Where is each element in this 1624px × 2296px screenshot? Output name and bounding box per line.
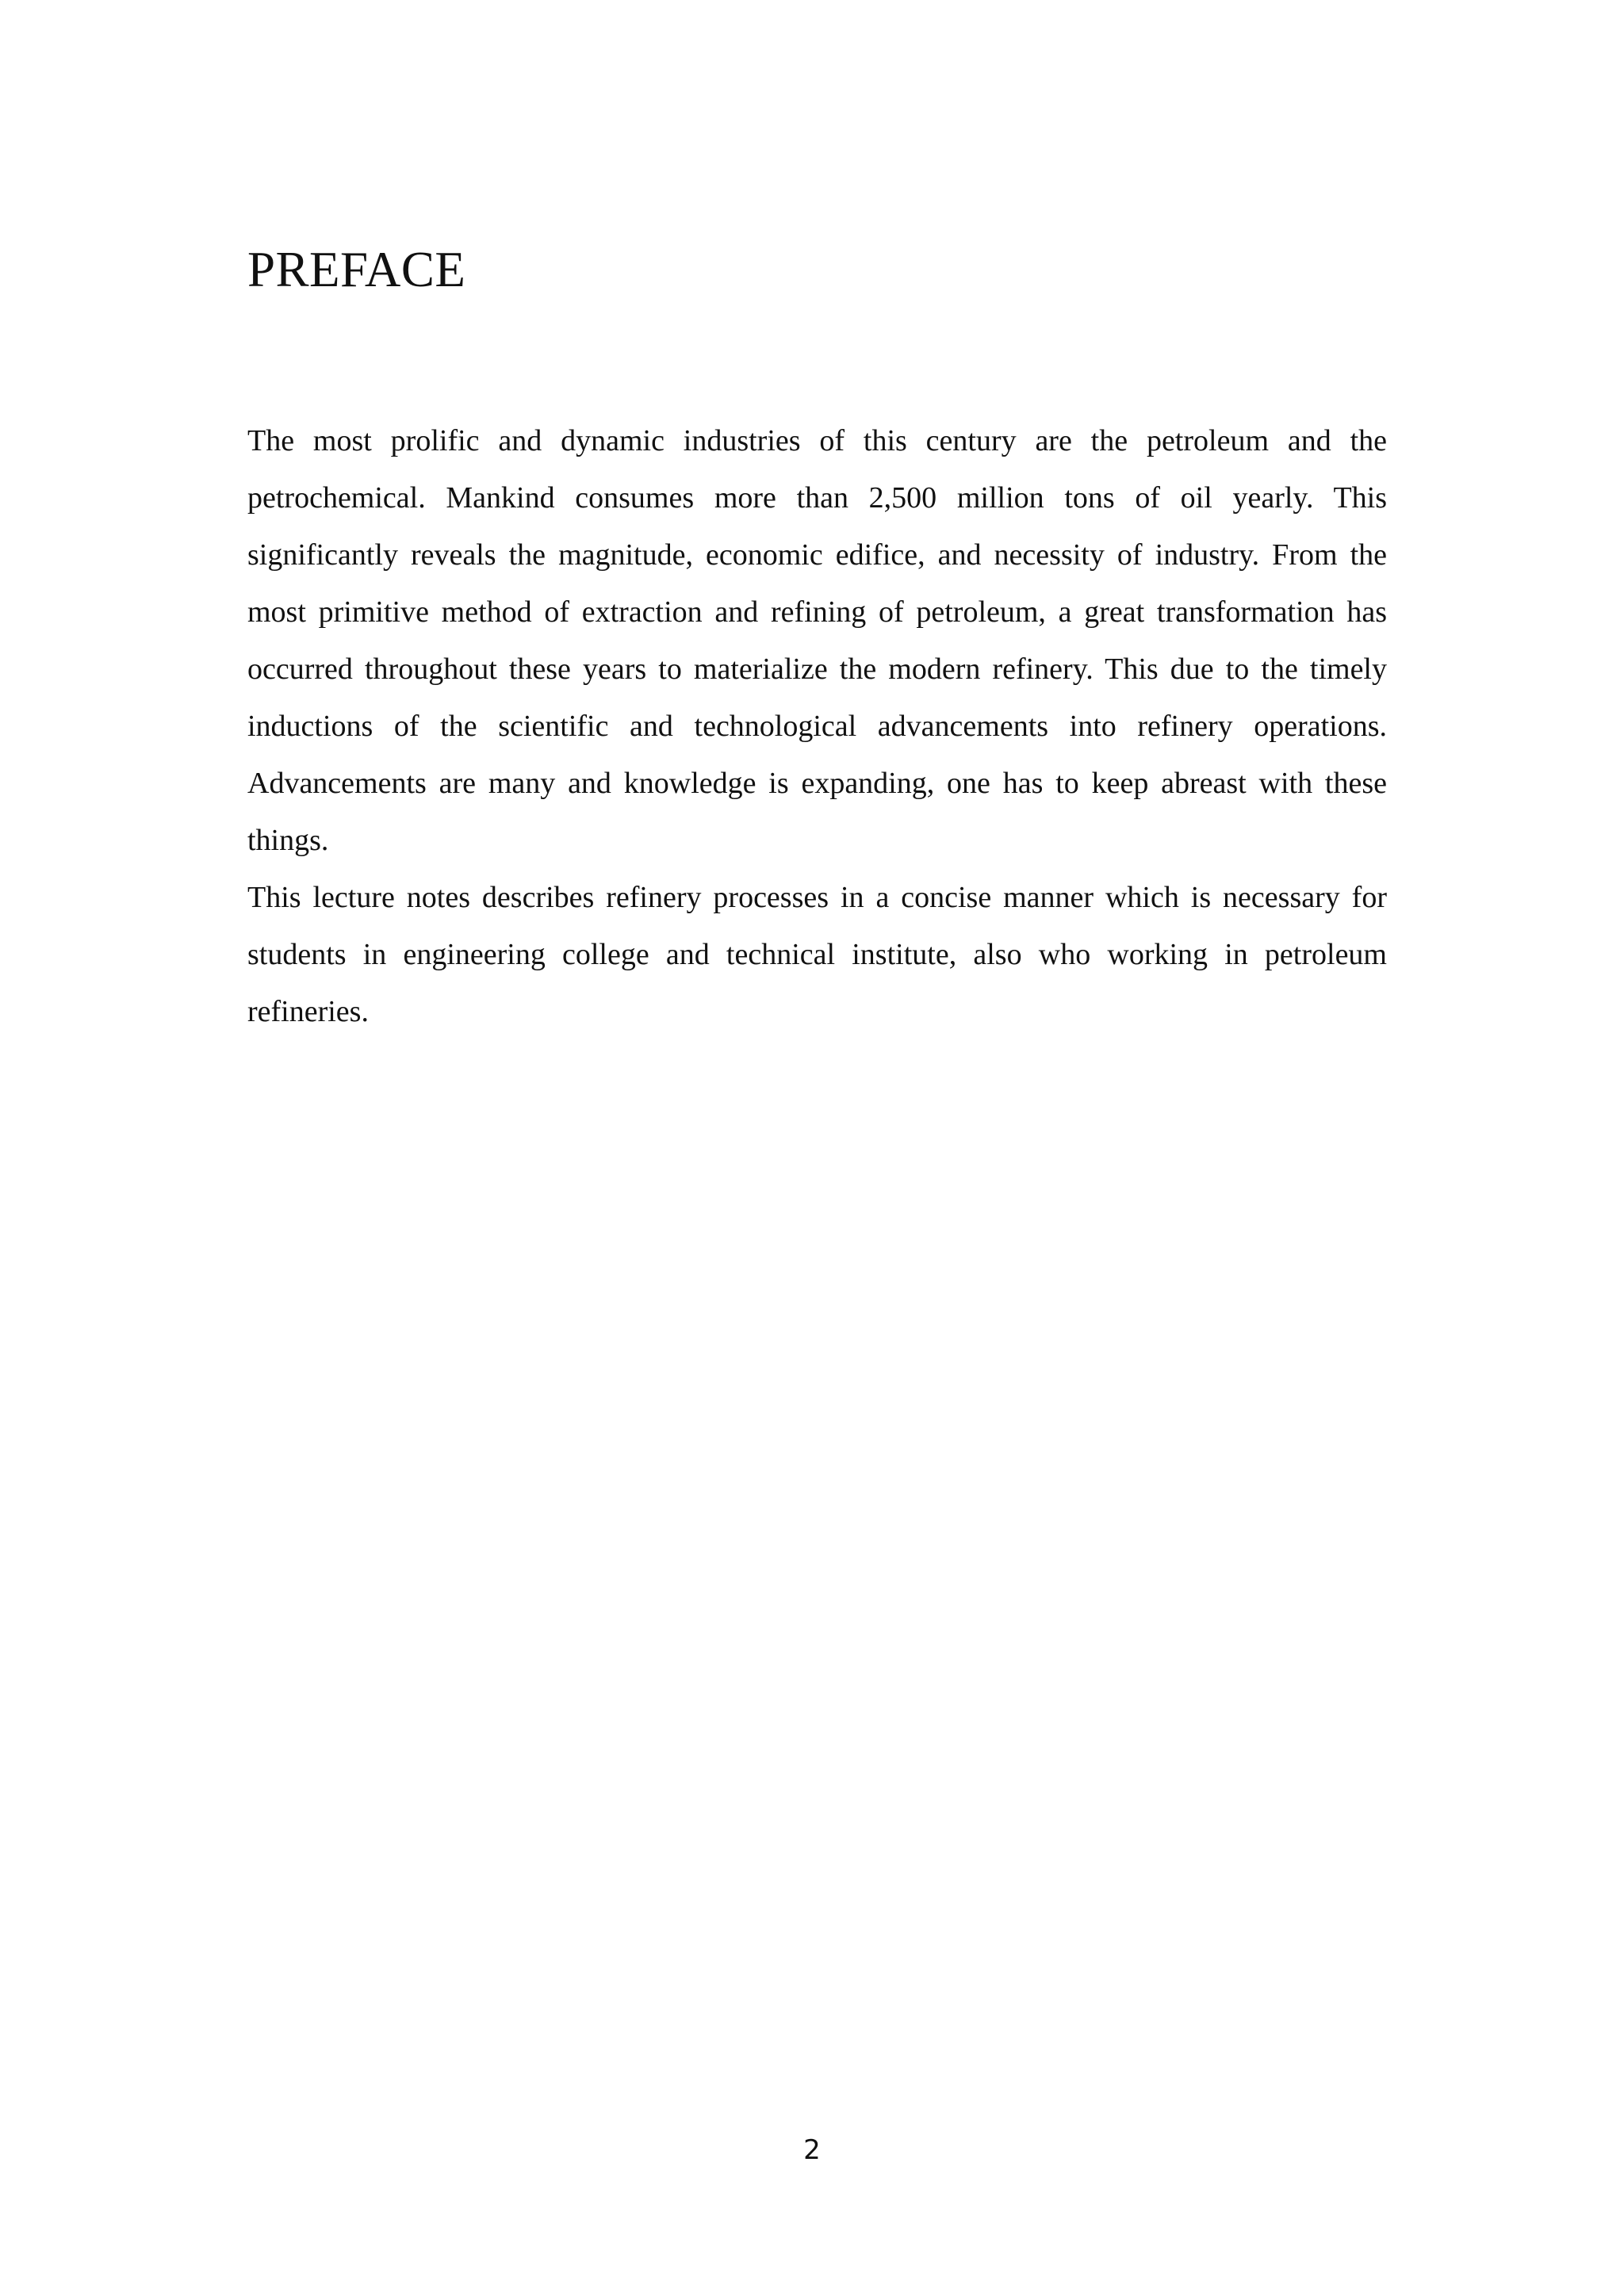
paragraph: The most prolific and dynamic industries of this century are the petroleum and the petrochemical. Mankind consumes more than 2,500 million tons of oil yearly. This significantly reveals the magnitude, economic edifice, and necessity of industry. From the most primitive method of extraction and refining of petroleum, a great transformation has occurred throughout these years to materialize the modern refinery. This due to the timely inductions of the scientific and technological advancements into refinery operations. Advancements are many and knowledge is expanding, one has to keep abreast with these things.: [247, 424, 1387, 857]
paragraph: This lecture notes describes refinery processes in a concise manner which is necessary for students in engineering college and technical institute, also who working in petroleum refineries.: [247, 881, 1387, 1028]
page-number: 2: [803, 2134, 821, 2166]
preface-body: [247, 412, 1387, 1040]
page-title: PREFACE: [247, 242, 466, 297]
